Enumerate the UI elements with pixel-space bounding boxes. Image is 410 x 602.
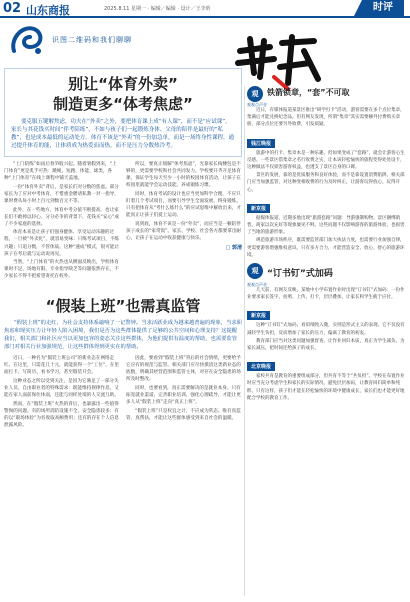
source-4-body (247, 373, 406, 402)
calligraphy-logo-icon (230, 33, 322, 91)
article-1-col-2 (126, 161, 242, 282)
paragraph: 近日，一种名为“假装上班公司”的新业态在网络走红。在这里，只需花几十元，就能获得一个“工位”，在里面打卡、写简历、看书学习，甚至假装开会。 (4, 356, 120, 376)
article-2-body (4, 355, 242, 430)
source-label: 新京报 (247, 204, 270, 213)
right-column (247, 86, 406, 403)
article-1 (4, 68, 242, 157)
paragraph: 这种“订书钉”式加码，看似细致入微，实则是形式主义的表现。它不仅没有减轻学生负担，反而增加了家长的压力，偏离了教育的初衷。 (247, 323, 405, 336)
viewpoint-icon: 观 (247, 263, 263, 279)
right-article-1-body (247, 107, 406, 129)
paragraph: 教育部门应当对这类问题加强督查，让作业回归本质，真正为学生减负、为家长减压，把时间还给孩子的成长。 (247, 338, 405, 352)
paragraph: “假装上班”只是权宜之计，不应成为常态。唯有真监管、真帮扶，才能让这些群体感受到来自社会的温暖。 (126, 408, 241, 421)
source-2-body (247, 215, 406, 259)
paragraph: 此外，在一些地方，体育中考分值不断提高，也让家长们不敢掉以轻心。分分必争的背景下，花钱买“安心”成了不少家庭的选择。 (4, 207, 120, 227)
paragraph: 几天前，有网友反映，某地中小学布置作业时出现“订书钉”式加码：一份作业要求家长签字、拍照、上传、打卡，层层叠加，让家长和学生疲于应付。 (247, 288, 405, 301)
article-2-title: “假装上班”也需真监管 (45, 297, 201, 315)
paragraph: 当然，“上门体育”的火热也从侧面反映出，学校体育课时不足、场地有限、专业指导缺乏等问题依然存在，不少家长不得不把希望寄托在校外。 (4, 260, 119, 280)
paragraph: 景区的发展，靠的是优质服务和良好体验，而不是靠设置消费陷阱。相关部门应当加强监管，对这种变相收费的行为及时纠正，让游客玩得放心、玩得开心。 (247, 173, 405, 193)
source-3-body (247, 322, 406, 352)
icon-caption: 观观点声音 (247, 282, 267, 288)
source-label: 钱江晚报 (247, 139, 275, 148)
source-1-body (247, 150, 406, 194)
right-article-1-title: 铁箭锁章，“套”不可取 (267, 88, 350, 97)
column-banner (4, 21, 406, 61)
page-number: 02 (3, 1, 22, 16)
source-label: 新京报 (247, 311, 270, 320)
paragraph: 所以，要真正缓解“体考焦虑”，光靠家长掏腰包是不够的，更需要学校和社会共同发力。学校要开齐开足体育课，保证学生每天至少一小时的校园体育活动，让孩子在校园里就能学会运动技能、养成锻炼习惯。 (126, 162, 241, 189)
right-article-2-body (247, 287, 406, 301)
icon-caption: 观观点声音 (247, 102, 267, 107)
article-1-title-line1: 别让“体育外卖” (68, 75, 178, 93)
article-1-title-line2: 制造更多“体考焦虑” (53, 95, 193, 113)
paragraph: 规范旅游市场秩序，既需要监管部门加大执法力度，也需要行业加强自律，更需要游客增强维权意识。只有多方合力，才能营造安全、放心、舒心的旅游环境。 (247, 238, 405, 258)
paragraph: 一份“体育外卖”背后，是家长们对分数的焦虑。部分家长为了应对中考体育，不惜重金聘请私教一对一指导，课时费从每小时上百元到数百元不等。 (4, 184, 119, 204)
masthead (0, 0, 410, 18)
paragraph: 因此，要看到“假装上班”背后的社会情绪，更要给予它应有的规范与监管。相关部门应尽快摸清这类新业态的底数，明确其经营范围和监管主体，对存在安全隐患的场所及时整改。 (126, 356, 241, 383)
article-1-body (4, 161, 242, 282)
paragraph: 据媒体报道，近期多地出现“旅游套路”问题：导游强制购物、景区捆绑销售、商家以次充好等现象屡见不鲜。这些问题不仅影响游客的旅游体验，也损害了当地的旅游形象。 (247, 215, 405, 236)
section-tag: 时评 (362, 0, 404, 16)
source-label: 北京晚报 (247, 362, 275, 371)
paragraph: 体育本来是让孩子们强身健体、享受运动乐趣的过程，一旦被“外卖化”，就容易变味：只练考试项目，不练兴趣；只追分数，不管体质。这种“速成”模式，很可能让孩子在考后就与运动说再见。 (4, 230, 120, 257)
article-2-col-2 (126, 355, 242, 430)
paragraph: 这种业态之所以受到关注，是因为它满足了一部分失业人员、自由职业者的特殊需求：既能维持规律作息，又能在家人面前保住体面，还能与同样处境的人交流互助。 (4, 378, 119, 398)
right-article-2-title: “订书钉”式加码 (267, 269, 333, 280)
article-2-col-1 (4, 355, 120, 430)
article-1-author: □ 郭清 (225, 244, 242, 251)
article-2-lead: “假装上班”的走红，为社会支持体系敲响了一记警钟。当求活跃业成为越来越普遍的现象，当求职焦虑和现实压力让年轻人陷入困境，我们是否为这些群体提供了足够的公共空间和心理支持？这提醒我们，相关部门和社区应当以更加包容的姿态关注这些群体，为他们提供有温度的帮助，也需要监管部门对相关行业加强规范，让这些群体得到更实在的帮助。 (4, 320, 242, 350)
paragraph: 同时，也要看到，真正需要解决的是就业本身。只有拓宽就业渠道、完善职业培训、强化心理疏导，才能让更多人从“假装上班”走向“真正上班”。 (126, 385, 241, 406)
paragraph: 旅游中的打卡、集章本是一种乐趣，但如果变成了“套路”，就会让游客心生反感。一些景区借集章之名行收费之实，让本该轻松愉快的旅程变得处处设卡，这种做法不仅损害游客权益，也透支了景区自身的口碑。 (247, 150, 405, 171)
article-1-col-1 (4, 161, 120, 282)
paragraph: 说到底，体育不该是一份“外卖”，而应当是一顿陪伴孩子成长的“家常饭”。家长、学校、社会各方都要拿出耐心，让孩子在运动中收获健康与快乐。 (126, 221, 242, 241)
swirl-logo-icon (8, 21, 48, 57)
issue-meta: 2025.8.11 星期一 · 编辑／编辑 · 设计／王李昕 (104, 6, 211, 12)
viewpoint-icon: 观 (247, 86, 263, 102)
article-1-lead: 要克服五键解焦虑，功夫在“外卖”之外，要把体育课上成“有人课”，而不是“应试课”。家长与其花钱买时间“伴考陪练”，不如与孩子们一起锻炼身体、父母的陪伴是最好的“私教”，也是成本最低的运动处方。体育不该是“外卖”的一份加急单，而是一场终身性课程。通过提升体育的能，让体质成为热爱而而热，而不是压力分数热冷考。 (11, 119, 235, 149)
paragraph: “上门陪练”如雨后春笋般兴起。随着暑假到来，“上门体育”更是炙手可热：跳绳、短跑、体能、球类，各种“上门体育”在线上课程中铺天盖地。 (4, 162, 117, 182)
right-article-1-header (247, 86, 406, 102)
paragraph: 家校共育是教育的重要组成部分，但共育不等于“共负担”。学校在布置作业时应当充分考虑学生和家长的实际情况，避免层层加码，让教育回归简单和纯粹。只有这样，孩子们才能在轻松愉快的环境中健康成长，家长们也才能更好地配合学校的教育工作。 (247, 374, 405, 401)
left-column (4, 62, 242, 430)
paragraph: 同时，体育考试的设计也应当更加科学合理，不应只盯着几个考试项目，而要引导学生全面发展、终身锻炼。只有把体育从“考什么练什么”的应试思维中解放出来，才能真正让孩子们爱上运动。 (126, 191, 242, 219)
banner-slogan: 识图二维码和我们聊聊 (52, 36, 132, 44)
paper-name: 山东商报 (26, 4, 70, 17)
right-article-2-header (247, 260, 406, 282)
column-divider (244, 86, 245, 596)
paragraph: 近日，有媒体报道某景区推出“研学打卡”活动，游客需要在多个点位集章，集满后才能兑换纪念品。但有网友发现，所谓“集章”其实需要额外付费购买章册，部分点位还要另外收费，引发质疑。 (247, 108, 405, 128)
paragraph: 然而，在“假装上班”火热的背后，也暴露出一些值得警惕的问题。有的场所消防设施不全、安全隐患较多；有的以“职场体验”为名收取高额费用；还有的存在个人信息泄露风险。 (4, 401, 120, 428)
